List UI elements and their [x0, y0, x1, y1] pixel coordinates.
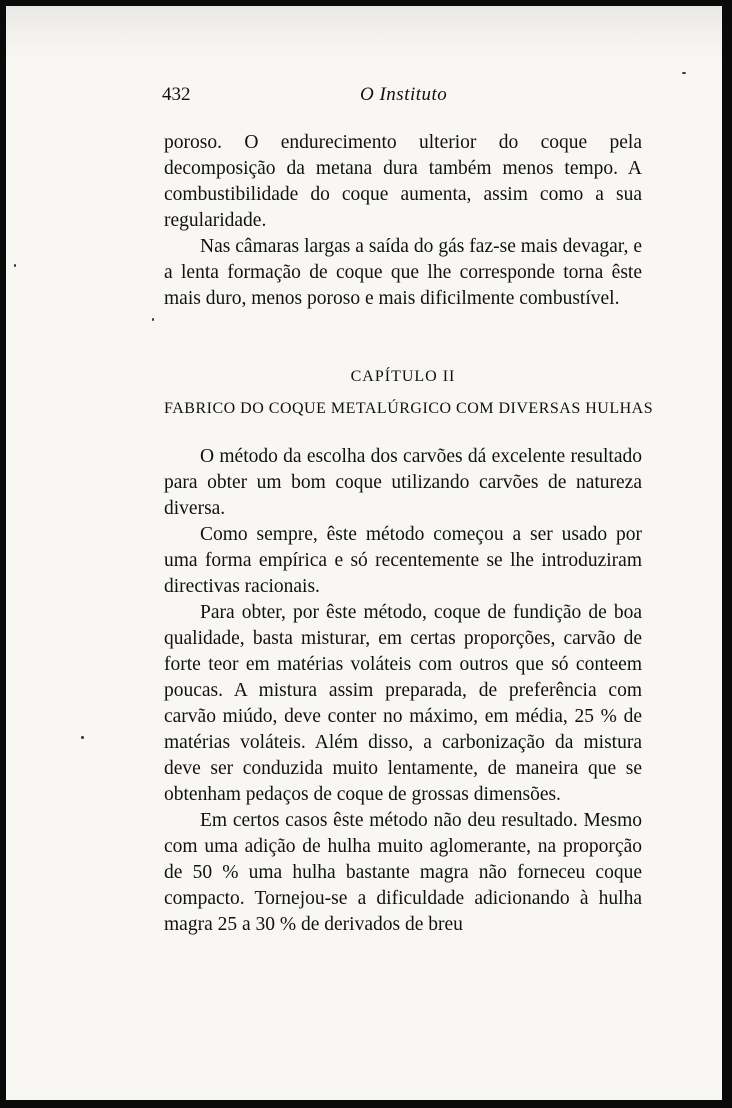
running-header [162, 84, 642, 114]
paragraph: O método da escolha dos carvões dá excelente resultado para obter um bom coque utilizando carvões de natureza diversa. [164, 446, 642, 519]
paragraph: Nas câmaras largas a saída do gás faz-se mais devagar, e a lenta formação de coque que lhe corresponde torna êste mais duro, menos poroso e mais dificilmente combustível. [164, 236, 642, 309]
paragraph: Como sempre, êste método começou a ser usado por uma forma empírica e só recentemente se lhe introduziram directivas racionais. [164, 524, 642, 597]
ink-speck [81, 736, 84, 739]
text-block-after-chapter [164, 444, 642, 938]
paper-sheet [6, 6, 722, 1100]
text-block-before-chapter [164, 130, 642, 312]
chapter-label: CAPÍTULO II [350, 368, 456, 385]
ink-speck [14, 264, 16, 267]
paragraph: Em certos casos êste método não deu resultado. Mesmo com uma adição de hulha muito aglomerante, na proporção de 50 % uma hulha bastante magra não forneceu coque compacto. Tornejou-se a dificuldade adicionando à hulha magra 25 a 30 % de derivados de breu [164, 810, 642, 935]
ink-speck [682, 72, 686, 74]
running-title: O Instituto [360, 84, 448, 105]
ink-speck [152, 318, 154, 321]
paragraph: Para obter, por êste método, coque de fundição de boa qualidade, basta misturar, em certas proporções, carvão de forte teor em matérias voláteis com outros que só conteem poucas. A mistura assim preparada, de preferência com carvão miúdo, deve conter no máximo, em média, 25 % de matérias voláteis. Além disso, a carbonização da mistura deve ser conduzida muito lentamente, de maneira que se obtenham pedaços de coque de grossas dimensões. [164, 602, 642, 805]
page-number: 432 [162, 84, 191, 105]
paragraph: poroso. O endurecimento ulterior do coque pela decomposição da metana dura também menos tempo. A combustibilidade do coque aumenta, assim como a sua regularidade. [164, 132, 642, 231]
chapter-title: FABRICO DO COQUE METALÚRGICO COM DIVERSAS HULHAS [164, 400, 654, 417]
